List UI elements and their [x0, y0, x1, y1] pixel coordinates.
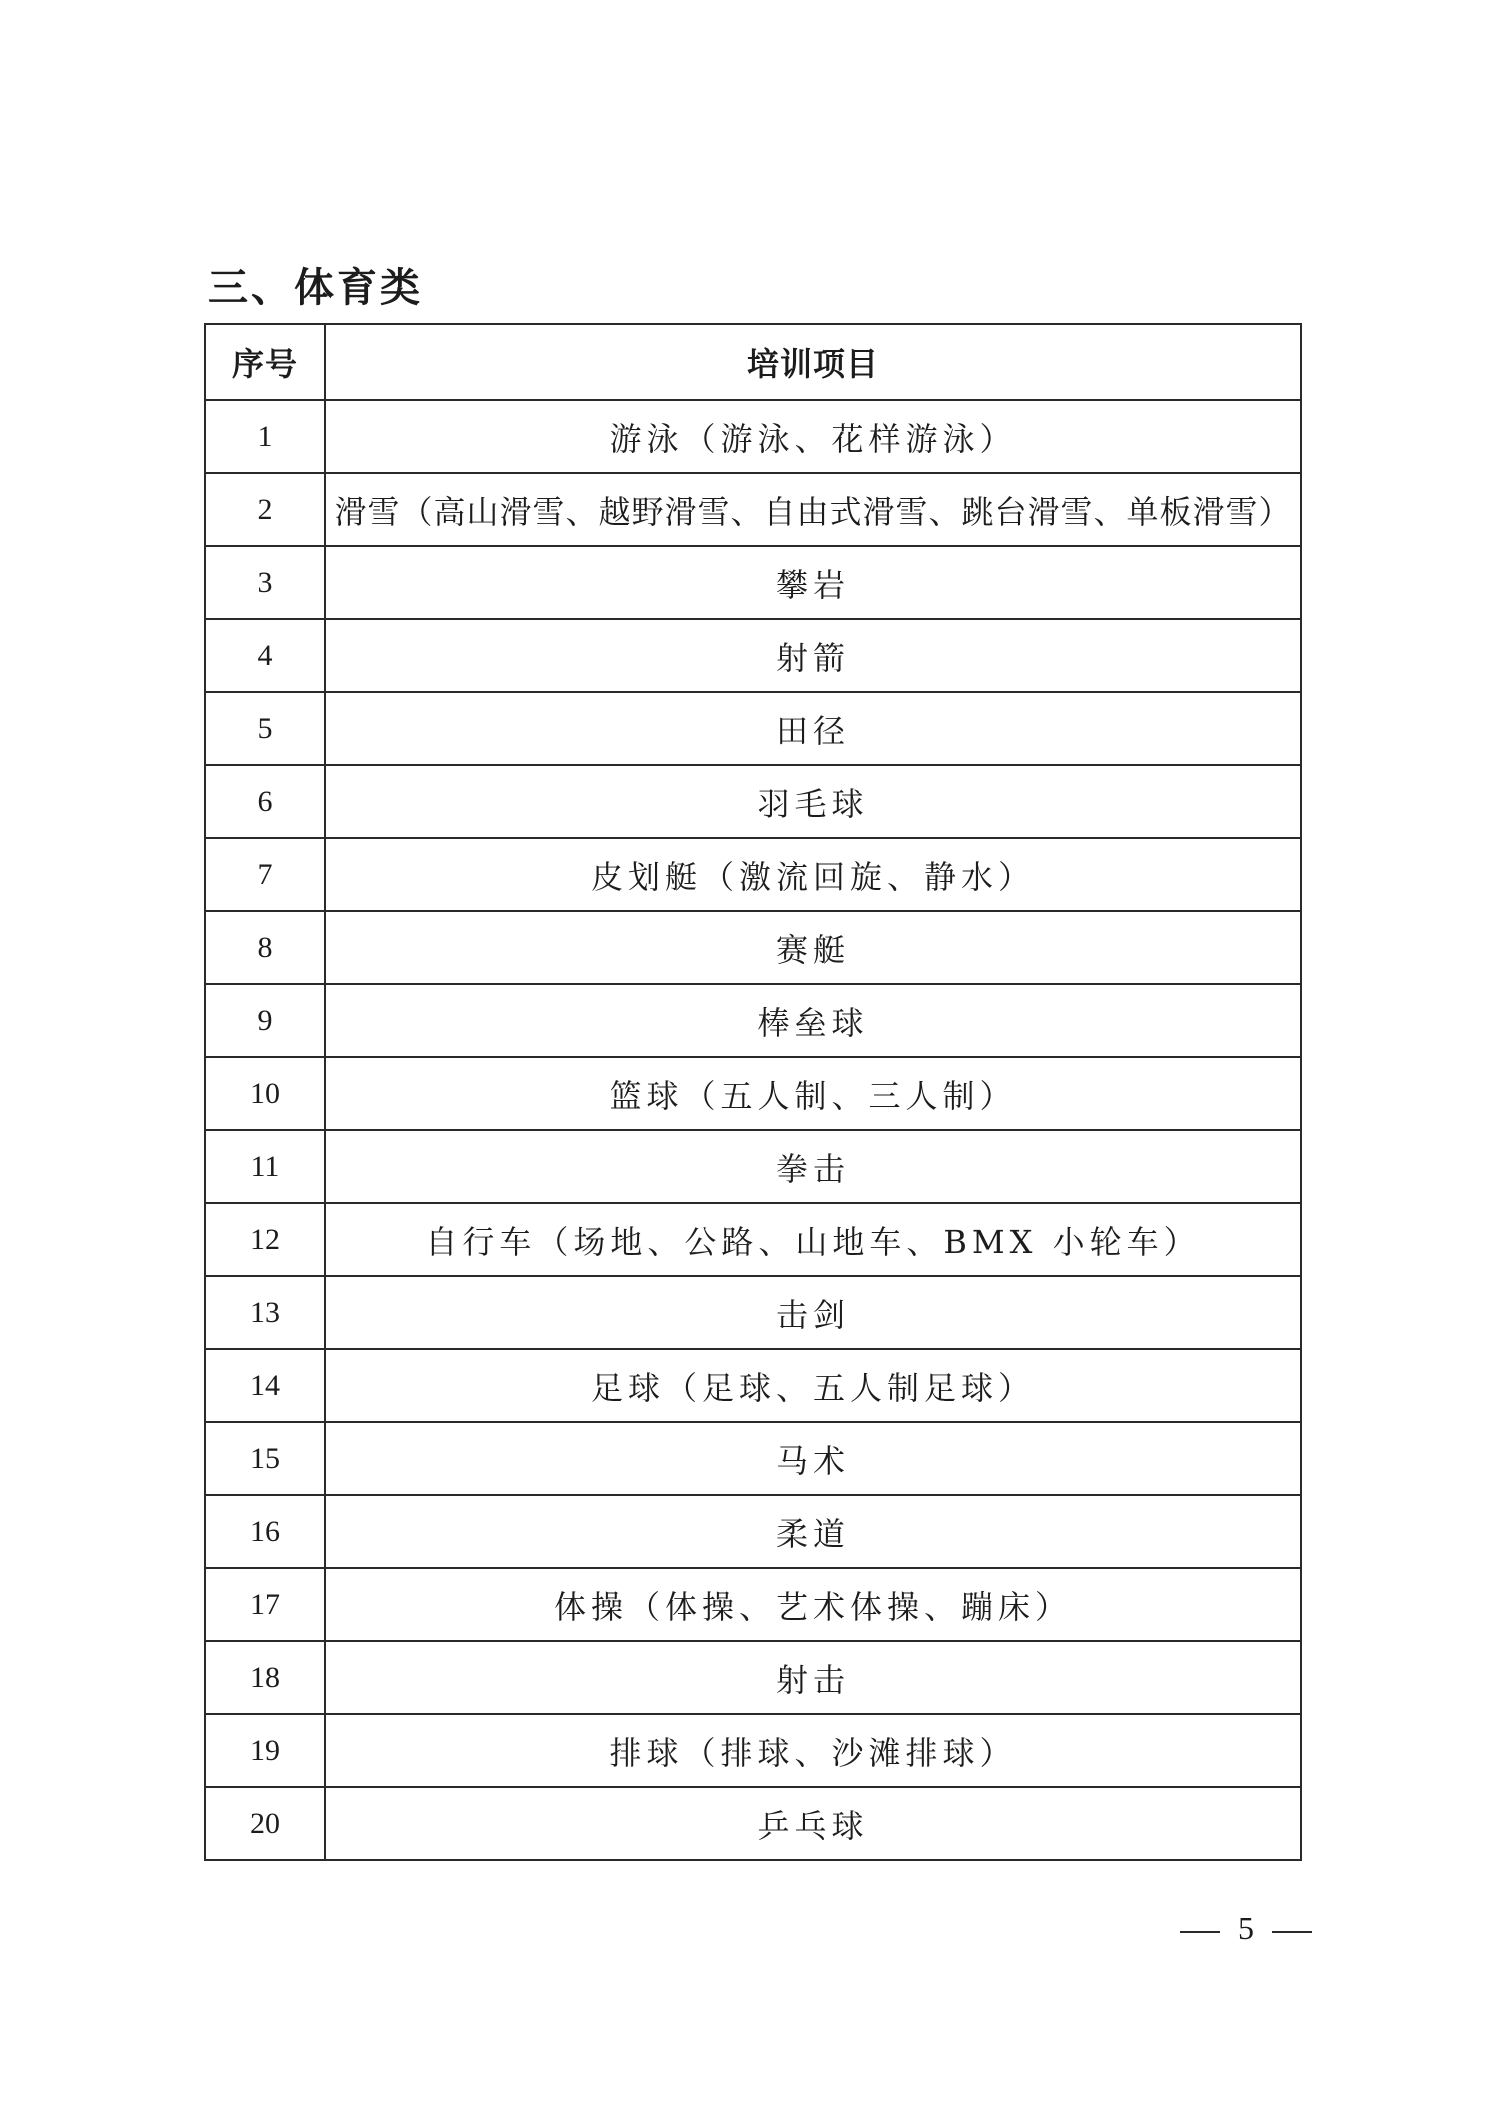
row-number: 18 [205, 1641, 325, 1714]
row-item: 滑雪（高山滑雪、越野滑雪、自由式滑雪、跳台滑雪、单板滑雪） [325, 473, 1301, 546]
header-training-item: 培训项目 [325, 324, 1301, 400]
table-row [205, 1495, 1301, 1568]
table-row [205, 400, 1301, 473]
table-row [205, 546, 1301, 619]
table-row [205, 1349, 1301, 1422]
table-row [205, 692, 1301, 765]
page-number-right-dash [1272, 1931, 1312, 1933]
page-number-value: 5 [1238, 1910, 1254, 1946]
row-number: 11 [205, 1130, 325, 1203]
row-item: 射箭 [325, 619, 1301, 692]
row-item: 拳击 [325, 1130, 1301, 1203]
row-item: 皮划艇（激流回旋、静水） [325, 838, 1301, 911]
training-items-table [204, 323, 1302, 1861]
row-number: 12 [205, 1203, 325, 1276]
row-number: 9 [205, 984, 325, 1057]
row-number: 16 [205, 1495, 325, 1568]
row-item: 自行车（场地、公路、山地车、BMX 小轮车） [325, 1203, 1301, 1276]
row-item: 羽毛球 [325, 765, 1301, 838]
table-row [205, 911, 1301, 984]
row-number: 14 [205, 1349, 325, 1422]
row-item: 柔道 [325, 1495, 1301, 1568]
page-number-left-dash [1180, 1931, 1220, 1933]
row-number: 10 [205, 1057, 325, 1130]
row-item: 马术 [325, 1422, 1301, 1495]
table-row [205, 1276, 1301, 1349]
row-item: 足球（足球、五人制足球） [325, 1349, 1301, 1422]
row-item: 游泳（游泳、花样游泳） [325, 400, 1301, 473]
row-item: 篮球（五人制、三人制） [325, 1057, 1301, 1130]
row-item: 体操（体操、艺术体操、蹦床） [325, 1568, 1301, 1641]
row-number: 4 [205, 619, 325, 692]
table-row [205, 1641, 1301, 1714]
section-title: 三、体育类 [208, 265, 423, 311]
row-number: 8 [205, 911, 325, 984]
row-number: 2 [205, 473, 325, 546]
row-item: 田径 [325, 692, 1301, 765]
table-row [205, 1422, 1301, 1495]
table-row [205, 984, 1301, 1057]
table-row [205, 1057, 1301, 1130]
table-row [205, 619, 1301, 692]
row-item: 射击 [325, 1641, 1301, 1714]
row-number: 3 [205, 546, 325, 619]
row-number: 7 [205, 838, 325, 911]
row-number: 5 [205, 692, 325, 765]
table-row [205, 1714, 1301, 1787]
table-row [205, 838, 1301, 911]
page-number [1180, 1910, 1312, 1947]
header-serial-number: 序号 [205, 324, 325, 400]
row-item: 排球（排球、沙滩排球） [325, 1714, 1301, 1787]
row-number: 19 [205, 1714, 325, 1787]
table-header-row [205, 324, 1301, 400]
row-number: 17 [205, 1568, 325, 1641]
table-row [205, 1130, 1301, 1203]
row-number: 13 [205, 1276, 325, 1349]
table-row [205, 1787, 1301, 1860]
row-number: 20 [205, 1787, 325, 1860]
row-item: 赛艇 [325, 911, 1301, 984]
row-item: 击剑 [325, 1276, 1301, 1349]
row-item: 攀岩 [325, 546, 1301, 619]
table-row [205, 765, 1301, 838]
row-item: 棒垒球 [325, 984, 1301, 1057]
table-row [205, 1568, 1301, 1641]
table-row [205, 1203, 1301, 1276]
row-number: 15 [205, 1422, 325, 1495]
row-number: 1 [205, 400, 325, 473]
table-row [205, 473, 1301, 546]
row-item: 乒乓球 [325, 1787, 1301, 1860]
row-number: 6 [205, 765, 325, 838]
